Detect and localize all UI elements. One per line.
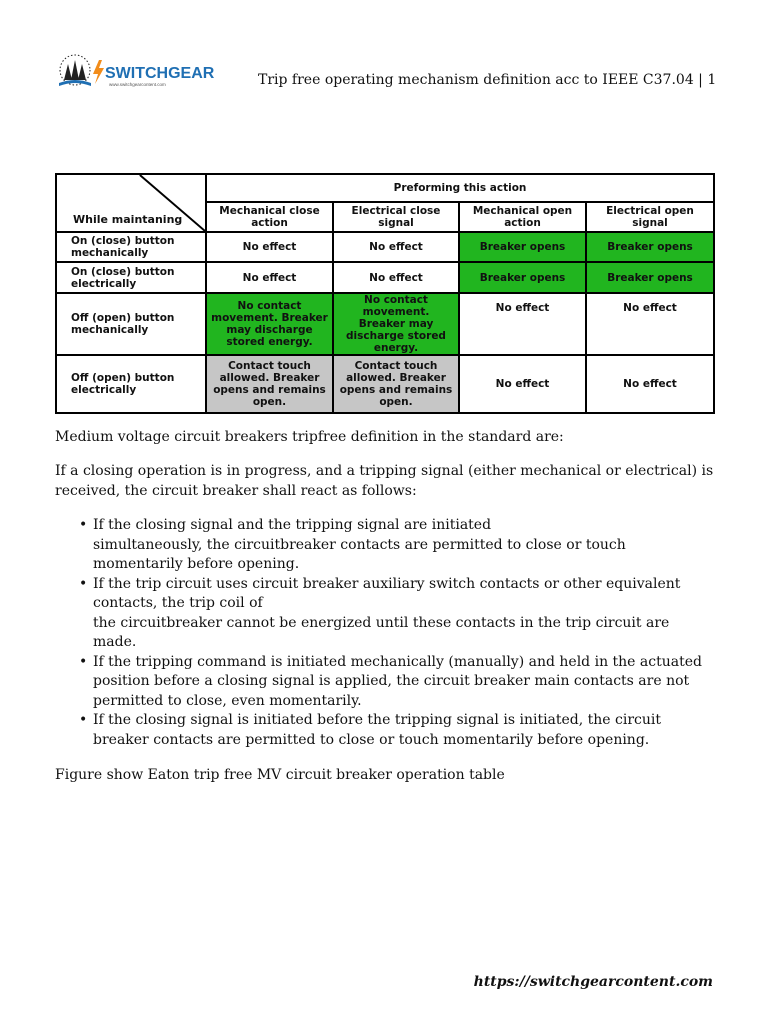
list-item-line: position before a closing signal is applied, the circuit breaker main contacts are not bbox=[93, 673, 690, 689]
list-item-line: the circuitbreaker cannot be energized until these contacts in the trip circuit are bbox=[93, 614, 670, 631]
table-cell: Breaker opens bbox=[459, 262, 586, 293]
table-cell: No contact movement. Breaker may discharge stored energy. bbox=[206, 293, 333, 355]
list-item-line: If the closing signal is initiated before the tripping signal is initiated, the circuit bbox=[93, 712, 662, 728]
list-item-line: simultaneously, the circuitbreaker contacts are permitted to close or touch bbox=[93, 536, 626, 553]
bullet-list bbox=[55, 516, 753, 750]
list-item bbox=[79, 653, 753, 712]
row-label: Off (open) button electrically bbox=[56, 355, 206, 413]
table-cell: Contact touch allowed. Breaker opens and remains open. bbox=[206, 355, 333, 413]
list-item-line: If the trip circuit uses circuit breaker auxiliary switch contacts or other equivalent bbox=[93, 575, 681, 592]
row-label: On (close) button mechanically bbox=[56, 232, 206, 262]
table-cell: Breaker opens bbox=[586, 262, 714, 293]
column-header: Mechanical close action bbox=[206, 202, 333, 232]
table-cell: Contact touch allowed. Breaker opens and remains open. bbox=[333, 355, 459, 413]
logo bbox=[55, 50, 215, 92]
logo-tagline: www.switchgearcontent.com bbox=[109, 82, 166, 87]
page-header-title: Trip free operating mechanism definition acc to IEEE C37.04 | 1 bbox=[258, 72, 717, 88]
list-item-line: If the tripping command is initiated mechanically (manually) and held in the actuated bbox=[93, 653, 702, 670]
table-row bbox=[56, 262, 714, 293]
figure-caption: Figure show Eaton trip free MV circuit breaker operation table bbox=[55, 767, 505, 783]
table-row bbox=[56, 355, 714, 413]
bullet-icon: • bbox=[79, 653, 88, 670]
paragraph-line: If a closing operation is in progress, and a tripping signal (either mechanical or electrical) is bbox=[55, 463, 714, 479]
column-header: Electrical close signal bbox=[333, 202, 459, 232]
paragraph bbox=[55, 462, 715, 501]
switchgear-logo-icon bbox=[55, 50, 215, 92]
row-label: Off (open) button mechanically bbox=[56, 293, 206, 355]
table-cell: No effect bbox=[333, 262, 459, 293]
table-cell: No effect bbox=[333, 232, 459, 262]
table-top-header: Preforming this action bbox=[206, 174, 714, 202]
list-item-line: breaker contacts are permitted to close or touch momentarily before opening. bbox=[93, 731, 650, 748]
operation-table bbox=[55, 173, 715, 414]
table-cell: No effect bbox=[206, 232, 333, 262]
row-label: On (close) button electrically bbox=[56, 262, 206, 293]
table-corner-cell bbox=[56, 174, 206, 232]
paragraph-line: received, the circuit breaker shall react as follows: bbox=[55, 482, 417, 499]
footer-link[interactable]: https://switchgearcontent.com bbox=[473, 974, 713, 990]
list-item-line: made. bbox=[93, 634, 137, 650]
bullet-icon: • bbox=[79, 517, 88, 533]
list-item bbox=[79, 711, 753, 750]
corner-label: While maintaning bbox=[73, 213, 183, 226]
operation-table-figure bbox=[55, 173, 713, 410]
table-cell: No effect bbox=[586, 293, 714, 355]
list-item-line: momentarily before opening. bbox=[93, 556, 300, 572]
bullet-icon: • bbox=[79, 712, 88, 728]
table-cell: No effect bbox=[459, 355, 586, 413]
table-cell: No contact movement. Breaker may discharge stored energy. bbox=[333, 293, 459, 355]
list-item bbox=[79, 575, 753, 653]
column-header: Mechanical open action bbox=[459, 202, 586, 232]
intro-paragraph: Medium voltage circuit breakers tripfree definition in the standard are: bbox=[55, 429, 564, 445]
bullet-icon: • bbox=[79, 575, 88, 592]
logo-text: SWITCHGEAR bbox=[105, 65, 215, 82]
table-cell: No effect bbox=[459, 293, 586, 355]
list-item-line: permitted to close, even momentarily. bbox=[93, 692, 362, 709]
column-header: Electrical open signal bbox=[586, 202, 714, 232]
table-cell: No effect bbox=[586, 355, 714, 413]
table-cell: Breaker opens bbox=[459, 232, 586, 262]
list-item-line: contacts, the trip coil of bbox=[93, 595, 263, 611]
table-cell: No effect bbox=[206, 262, 333, 293]
list-item bbox=[79, 516, 753, 575]
table-row bbox=[56, 293, 714, 355]
table-row bbox=[56, 232, 714, 262]
list-item-line: If the closing signal and the tripping signal are initiated bbox=[93, 517, 492, 533]
table-cell: Breaker opens bbox=[586, 232, 714, 262]
